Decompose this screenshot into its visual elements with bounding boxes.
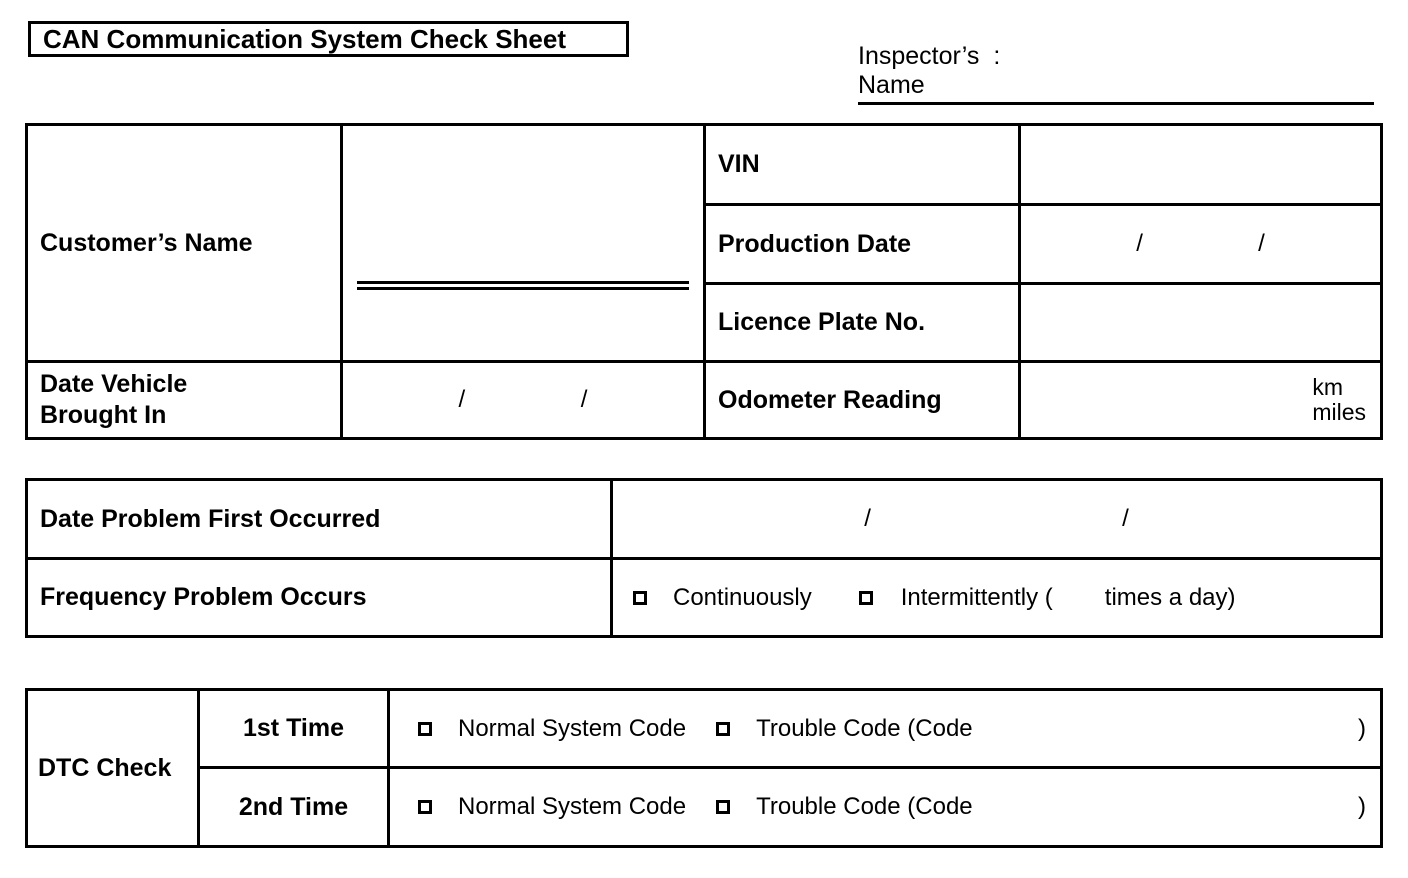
date-problem-field xyxy=(612,480,1382,559)
vin-field xyxy=(1020,125,1382,205)
frequency-label: Frequency Problem Occurs xyxy=(27,559,612,637)
inspector-label-line1-row xyxy=(858,42,1374,71)
checkbox-normal-code-2[interactable] xyxy=(418,800,432,814)
dtc-check-table xyxy=(25,688,1383,848)
odometer-unit-miles: miles xyxy=(1312,399,1366,425)
inspector-colon: : xyxy=(993,42,1001,70)
date-separator: / xyxy=(1258,230,1265,257)
odometer-label: Odometer Reading xyxy=(705,362,1020,439)
checkbox-trouble-code-2[interactable] xyxy=(716,800,730,814)
date-brought-in-label xyxy=(27,362,342,439)
date-separator: / xyxy=(458,386,466,413)
date-brought-in-separators xyxy=(343,386,703,414)
odometer-field xyxy=(1020,362,1382,439)
date-separator: / xyxy=(1136,230,1143,257)
odometer-units xyxy=(1312,375,1366,425)
trouble-code-close-2: ) xyxy=(1358,793,1366,820)
licence-plate-label: Licence Plate No. xyxy=(705,284,1020,362)
odometer-unit-km: km xyxy=(1312,374,1343,400)
continuously-label: Continuously xyxy=(673,583,812,611)
customer-signature-line xyxy=(357,281,689,290)
intermittently-suffix: times a day) xyxy=(1104,583,1236,611)
checkbox-trouble-code-1[interactable] xyxy=(716,722,730,736)
date-brought-in-label-line2: Brought In xyxy=(40,401,167,429)
dtc-time-label-2: 2nd Time xyxy=(199,768,389,847)
checkbox-intermittently[interactable] xyxy=(859,591,873,605)
dtc-row-2 xyxy=(389,768,1382,847)
vin-label: VIN xyxy=(705,125,1020,205)
production-date-label: Production Date xyxy=(705,205,1020,284)
check-sheet-title: CAN Communication System Check Sheet xyxy=(28,21,629,57)
checkbox-normal-code-1[interactable] xyxy=(418,722,432,736)
customers-name-label: Customer’s Name xyxy=(27,125,342,362)
inspector-label-line2: Name xyxy=(858,71,925,99)
trouble-code-label-1: Trouble Code (Code xyxy=(756,714,973,742)
date-separator: / xyxy=(580,386,588,413)
frequency-options xyxy=(612,559,1382,637)
date-problem-label: Date Problem First Occurred xyxy=(27,480,612,559)
problem-history-table xyxy=(25,478,1383,638)
checkbox-continuously[interactable] xyxy=(633,591,647,605)
dtc-row-1 xyxy=(389,690,1382,768)
date-brought-in-label-line1: Date Vehicle xyxy=(40,370,188,398)
normal-code-label-2: Normal System Code xyxy=(458,793,687,820)
trouble-code-label-2: Trouble Code (Code xyxy=(756,793,973,820)
date-brought-in-field xyxy=(342,362,705,439)
dtc-time-label-1: 1st Time xyxy=(199,690,389,768)
date-problem-separators xyxy=(613,505,1380,533)
customers-name-field xyxy=(342,125,705,362)
vehicle-info-table xyxy=(25,123,1383,440)
frequency-options-row xyxy=(613,584,1380,612)
trouble-code-close-1: ) xyxy=(1358,714,1366,742)
date-separator: / xyxy=(1122,505,1129,532)
date-separator: / xyxy=(864,505,871,532)
inspector-name-field xyxy=(858,42,1374,105)
intermittently-label: Intermittently ( xyxy=(900,583,1053,611)
licence-plate-field xyxy=(1020,284,1382,362)
production-date-separators xyxy=(1021,230,1380,258)
production-date-field xyxy=(1020,205,1382,284)
inspector-label-line1: Inspector’s xyxy=(858,42,980,70)
dtc-options-row-1 xyxy=(390,715,1380,743)
dtc-check-label: DTC Check xyxy=(27,690,199,847)
normal-code-label-1: Normal System Code xyxy=(458,714,687,742)
dtc-options-row-2 xyxy=(390,793,1380,821)
